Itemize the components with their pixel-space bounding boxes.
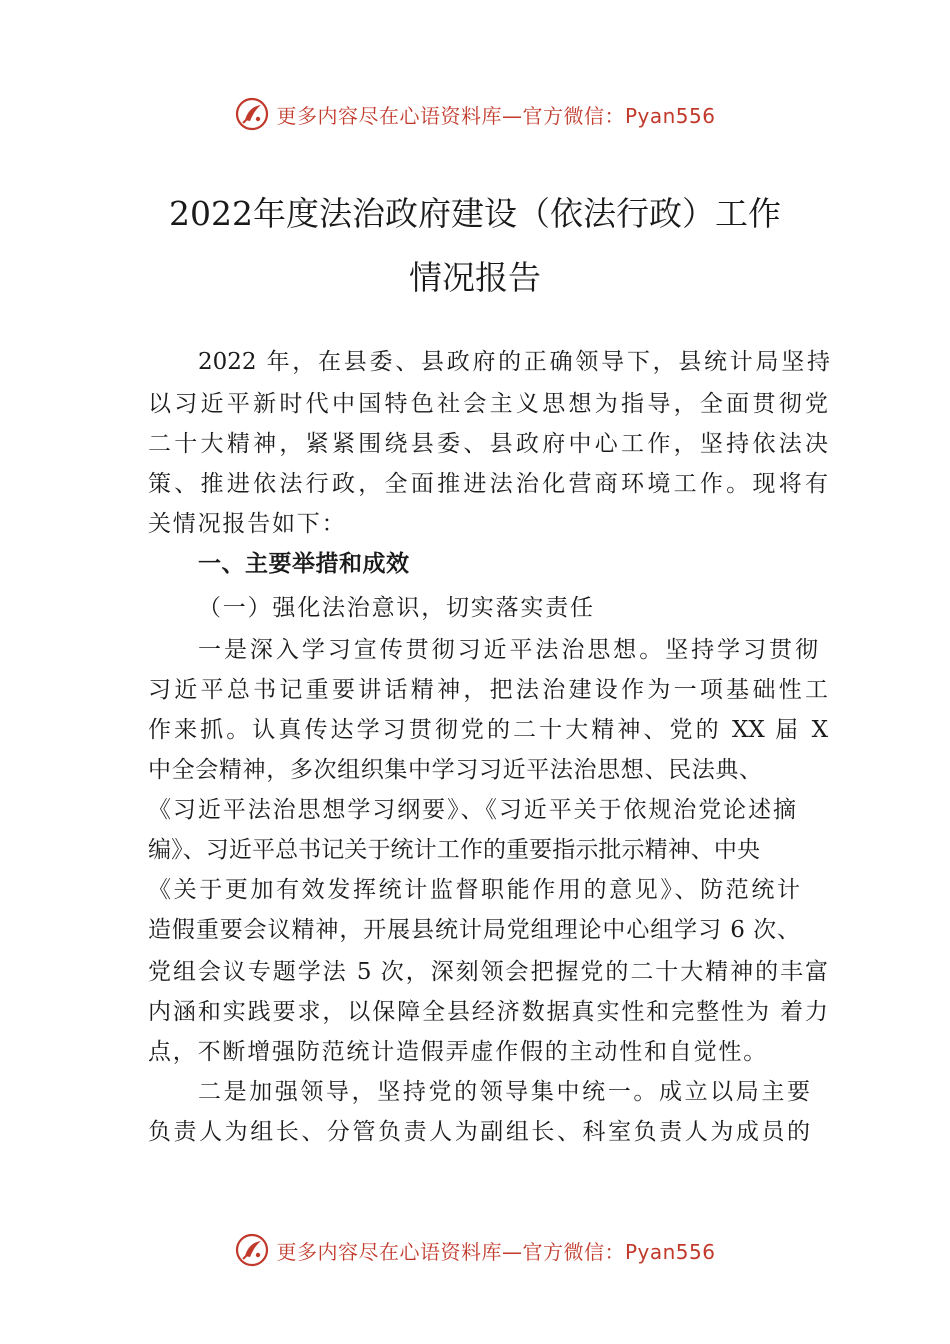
body-line: 作来抓。认真传达学习贯彻党的二十大精神、党的 XX 届 X	[148, 717, 828, 743]
body-line: 负责人为组长、分管负责人为副组长、科室负责人为成员的	[148, 1119, 810, 1145]
footer-watermark	[0, 1232, 950, 1268]
watermark-text: 更多内容尽在心语资料库—官方微信：Pyan556	[276, 103, 716, 128]
body-line: 关情况报告如下：	[148, 511, 347, 537]
body-line: 以习近平新时代中国特色社会主义思想为指导，全面贯彻党	[148, 391, 828, 417]
header-watermark	[0, 96, 950, 132]
body-line: 内涵和实践要求，以保障全县经济数据真实性和完整性为 着力	[148, 999, 828, 1025]
seal-logo-icon	[234, 1232, 270, 1268]
body-line: 中全会精神，多次组织集中学习习近平法治思想、民法典、	[148, 757, 762, 783]
body-line: 策、推进依法行政，全面推进法治化营商环境工作。现将有	[148, 471, 828, 497]
document-title-line-2: 情况报告	[409, 258, 541, 297]
seal-logo-icon	[234, 96, 270, 132]
body-line: 编》、习近平总书记关于统计工作的重要指示批示精神、中央	[148, 837, 760, 863]
body-line: 习近平总书记重要讲话精神，把法治建设作为一项基础性工	[148, 677, 828, 703]
body-line: 点，不断增强防范统计造假弄虚作假的主动性和自觉性。	[148, 1039, 768, 1065]
body-line: 一是深入学习宣传贯彻习近平法治思想。坚持学习贯彻	[198, 637, 818, 663]
document-title-line-1: 2022年度法治政府建设（依法行政）工作	[169, 194, 781, 233]
body-line: 党组会议专题学法 5 次，深刻领会把握党的二十大精神的丰富	[148, 959, 828, 985]
body-line: 二十大精神，紧紧围绕县委、县政府中心工作，坚持依法决	[148, 431, 828, 457]
body-line: 《关于更加有效发挥统计监督职能作用的意见》、防范统计	[148, 877, 800, 903]
watermark-text: 更多内容尽在心语资料库—官方微信：Pyan556	[276, 1239, 716, 1264]
body-line: 二是加强领导，坚持党的领导集中统一。成立以局主要	[198, 1079, 810, 1105]
section-heading: 一、主要举措和成效	[198, 551, 410, 577]
body-line: 造假重要会议精神，开展县统计局党组理论中心组学习 6 次、	[148, 917, 800, 943]
body-line: 《习近平法治思想学习纲要》、《习近平关于依规治党论述摘	[148, 797, 796, 823]
body-line: 2022 年，在县委、县政府的正确领导下，县统计局坚持	[198, 349, 830, 375]
subsection-heading: （一）强化法治意识，切实落实责任	[198, 595, 595, 621]
